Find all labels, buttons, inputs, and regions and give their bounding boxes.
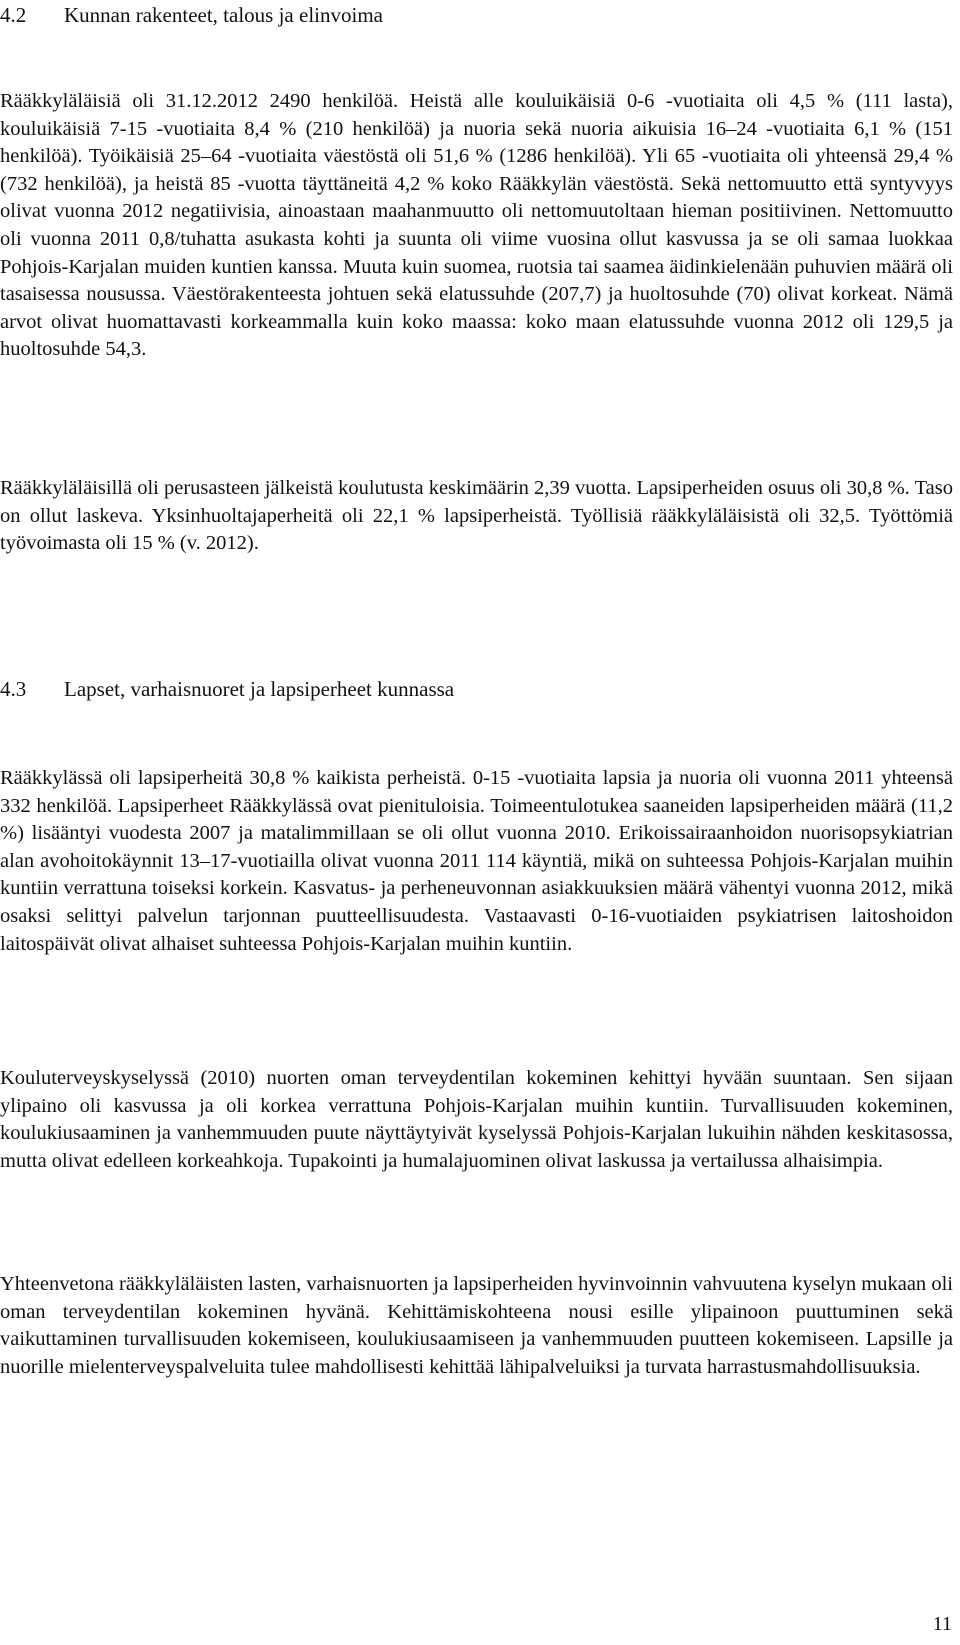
section-number: 4.3 xyxy=(0,677,27,701)
page-number: 11 xyxy=(932,1613,952,1635)
paragraph-school-health-survey: Kouluterveyskyselyssä (2010) nuorten oman terveydentilan kokeminen kehittyi hyvään suuntaan. Sen sijaan ylipaino oli kasvussa ja oli korkea verrattuna Pohjois-Karjalan muihin kuntiin. Turvallisuuden kokeminen, koulukiusaaminen ja vanhemmuuden puute näyttäytyivät kyselyssä Pohjois-Karjalan lukuihin nähden keskitasossa, mutta olivat edelleen korkeahkoja. Tupakointi ja humalajuominen olivat laskussa ja vertailussa alhaisimpia. xyxy=(0,1067,953,1172)
paragraph-population: Rääkkyläläisiä oli 31.12.2012 2490 henkilöä. Heistä alle kouluikäisiä 0-6 -vuotiaita oli 4,5 % (111 lasta), kouluikäisiä 7-15 -vuotiaita 8,4 % (210 henkilöä) ja nuoria sekä nuoria aikuisia 16–24 -vuotiaita 6,1 % (151 henkilöä). Työikäisiä 25–64 -vuotiaita väestöstä oli 51,6 % (1286 henkilöä). Yli 65 -vuotiaita oli yhteensä 29,4 % (732 henkilöä), ja heistä 85 -vuotta täyttäneitä 4,2 % koko Rääkkylän väestöstä. Sekä nettomuutto että syntyvyys olivat vuonna 2012 negatiivisia, ainoastaan maahanmuutto oli nettomuutoltaan hieman positiivinen. Nettomuutto oli vuonna 2011 0,8/tuhatta asukasta kohti ja suunta oli viime vuosina ollut kasvussa ja se oli samaa luokkaa Pohjois-Karjalan muiden kuntien kanssa. Muuta kuin suomea, ruotsia tai saamea äidinkielenään puhuvien määrä oli tasaisessa nousussa. Väestörakenteesta johtuen sekä elatussuhde (207,7) ja huoltosuhde (70) olivat korkeat. Nämä arvot olivat huomattavasti korkeammalla kuin koko maassa: koko maan elatussuhde vuonna 2012 oli 129,5 ja huoltosuhde 54,3. xyxy=(0,90,953,361)
paragraph-education-employment: Rääkkyläläisillä oli perusasteen jälkeistä koulutusta keskimäärin 2,39 vuotta. Lapsiperheiden osuus oli 30,8 %. Taso on ollut laskeva. Yksinhuoltajaperheitä oli 22,1 % lapsiperheistä. Työllisiä rääkkyläläisistä oli 32,5. Työttömiä työvoimasta oli 15 % (v. 2012). xyxy=(0,477,953,555)
paragraph-families: Rääkkylässä oli lapsiperheitä 30,8 % kaikista perheistä. 0-15 -vuotiaita lapsia ja nuoria oli vuonna 2011 yhteensä 332 henkilöä. Lapsiperheet Rääkkylässä ovat pienituloisia. Toimeentulotukea saaneiden lapsiperheiden määrä (11,2 %) lisääntyi vuodesta 2007 ja matalimmillaan se oli ollut vuonna 2010. Erikoissairaanhoidon nuorisopsykiatrian alan avohoitokäynnit 13–17-vuotiailla olivat vuonna 2011 114 käyntiä, mikä on suhteessa Pohjois-Karjalan muihin kuntiin verrattuna toiseksi korkein. Kasvatus- ja perheneuvonnan asiakkuuksien määrä vähentyi vuonna 2012, mikä osaksi selittyi palvelun tarjonnan puutteellisuudesta. Vastaavasti 0-16-vuotiaiden psykiatrisen laitoshoidon laitospäivät olivat alhaiset suhteessa Pohjois-Karjalan muihin kuntiin. xyxy=(0,767,953,955)
section-title: Kunnan rakenteet, talous ja elinvoima xyxy=(64,3,383,27)
section-heading-4-2 xyxy=(0,2,383,28)
section-title: Lapset, varhaisnuoret ja lapsiperheet kunnassa xyxy=(64,677,455,701)
section-number: 4.2 xyxy=(0,3,27,27)
section-heading-4-3 xyxy=(0,676,454,702)
paragraph-summary: Yhteenvetona rääkkyläläisten lasten, varhaisnuorten ja lapsiperheiden hyvinvoinnin vahvuutena kyselyn mukaan oli oman terveydentilan kokeminen hyvänä. Kehittämiskohteena nousi esille ylipainoon puuttuminen sekä vaikuttaminen turvallisuuden kokemiseen, koulukiusaamiseen ja vanhemmuuden puutteen kokemiseen. Lapsille ja nuorille mielenterveyspalveluita tulee mahdollisesti kehittää lähipalveluiksi ja turvata harrastusmahdollisuuksia. xyxy=(0,1273,953,1378)
